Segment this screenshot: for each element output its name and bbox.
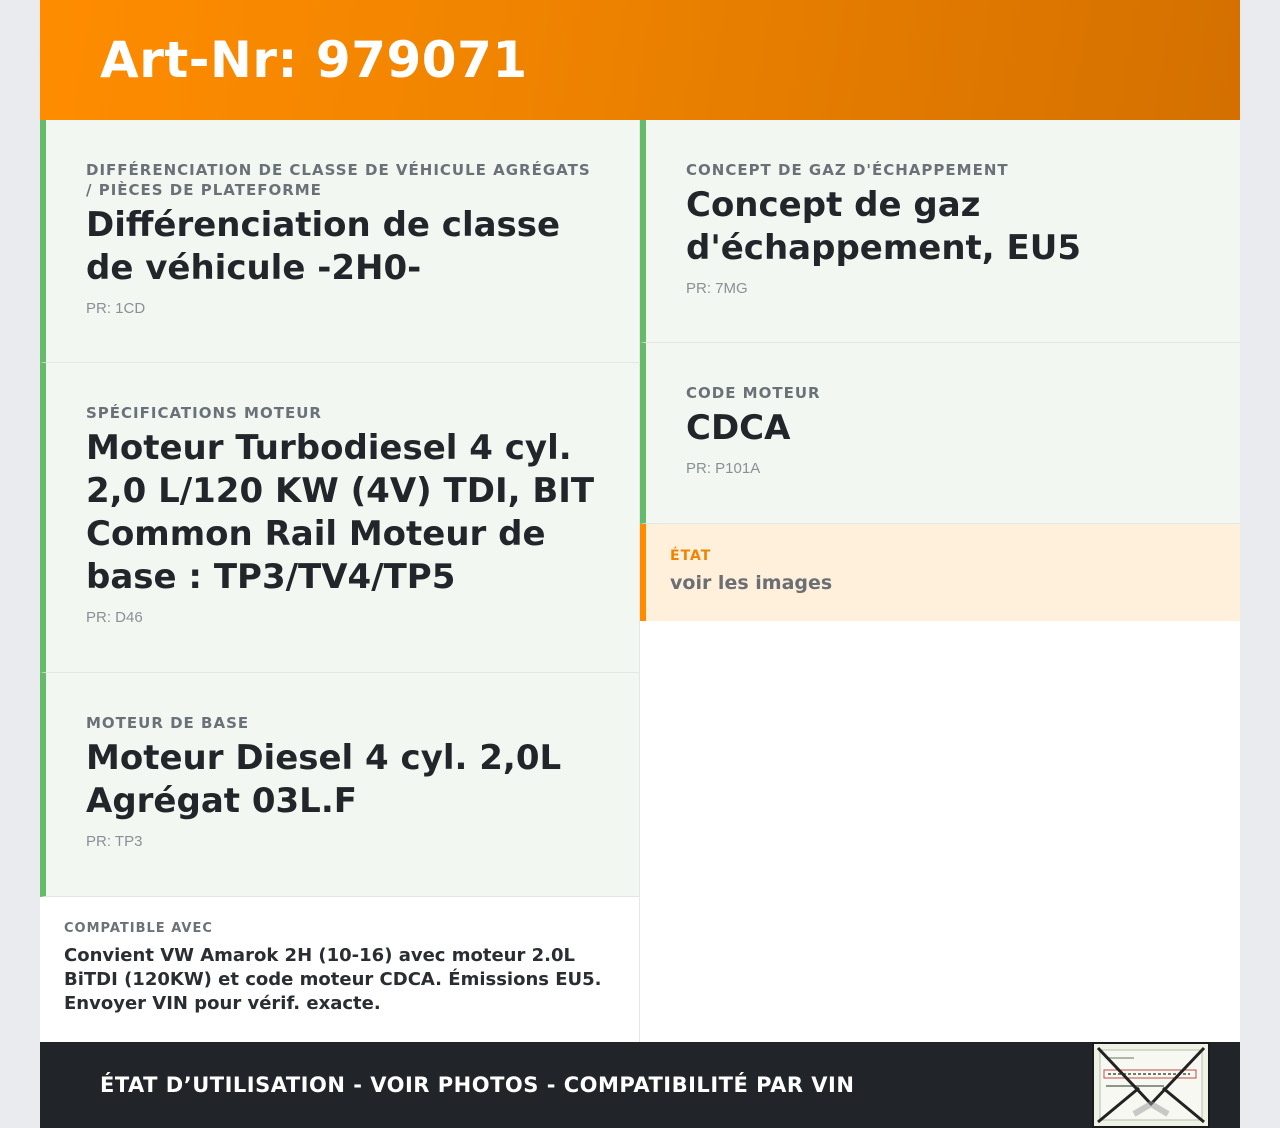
spec-pr-code: PR: TP3 bbox=[86, 833, 143, 850]
spec-pr-code: PR: P101A bbox=[686, 460, 761, 477]
spec-value: Moteur Turbodiesel 4 cyl. 2,0 L/120 KW (4V) TDI, BIT Common Rail Moteur de base : TP3/TV4/TP5 bbox=[86, 428, 595, 597]
spec-card-exhaust-concept bbox=[640, 120, 1240, 343]
spec-pr-code: PR: D46 bbox=[86, 609, 143, 626]
spec-card-vehicle-class bbox=[40, 120, 639, 363]
page bbox=[40, 0, 1240, 1128]
content-columns bbox=[40, 120, 1240, 1042]
compatibility-section bbox=[40, 897, 639, 1016]
spec-value: CDCA bbox=[686, 408, 791, 448]
compatibility-text: Convient VW Amarok 2H (10-16) avec moteur 2.0L BiTDI (120KW) et code moteur CDCA. Émissions EU5. Envoyer VIN pour vérif. exacte. bbox=[64, 945, 602, 1014]
status-label: ÉTAT bbox=[670, 548, 712, 564]
footer-banner bbox=[40, 1042, 1240, 1128]
spec-card-base-engine bbox=[40, 673, 639, 897]
spec-label: MOTEUR DE BASE bbox=[86, 714, 250, 732]
right-column bbox=[640, 120, 1240, 1042]
spec-card-engine-spec bbox=[40, 363, 639, 673]
spec-label: SPÉCIFICATIONS MOTEUR bbox=[86, 404, 322, 422]
spec-value: Moteur Diesel 4 cyl. 2,0L Agrégat 03L.F bbox=[86, 738, 562, 821]
article-number-title: Art-Nr: 979071 bbox=[100, 31, 528, 89]
spec-label: CONCEPT DE GAZ D'ÉCHAPPEMENT bbox=[686, 161, 1009, 179]
document-envelope-thumbnail-icon[interactable] bbox=[1092, 1042, 1210, 1128]
spec-pr-code: PR: 7MG bbox=[686, 280, 748, 297]
header bbox=[40, 0, 1240, 120]
left-column bbox=[40, 120, 640, 1042]
spec-card-engine-code bbox=[640, 343, 1240, 524]
spec-label: DIFFÉRENCIATION DE CLASSE DE VÉHICULE AGRÉGATS / PIÈCES DE PLATEFORME bbox=[86, 161, 591, 199]
spec-value: Différenciation de classe de véhicule -2H0- bbox=[86, 205, 561, 288]
status-value: voir les images bbox=[670, 572, 833, 594]
spec-label: CODE MOTEUR bbox=[686, 384, 821, 402]
spec-value: Concept de gaz d'échappement, EU5 bbox=[686, 185, 1082, 268]
footer-text: ÉTAT D’UTILISATION - VOIR PHOTOS - COMPATIBILITÉ PAR VIN bbox=[100, 1073, 855, 1097]
spec-pr-code: PR: 1CD bbox=[86, 300, 146, 317]
condition-status bbox=[640, 524, 1240, 621]
compatibility-label: COMPATIBLE AVEC bbox=[64, 921, 213, 936]
